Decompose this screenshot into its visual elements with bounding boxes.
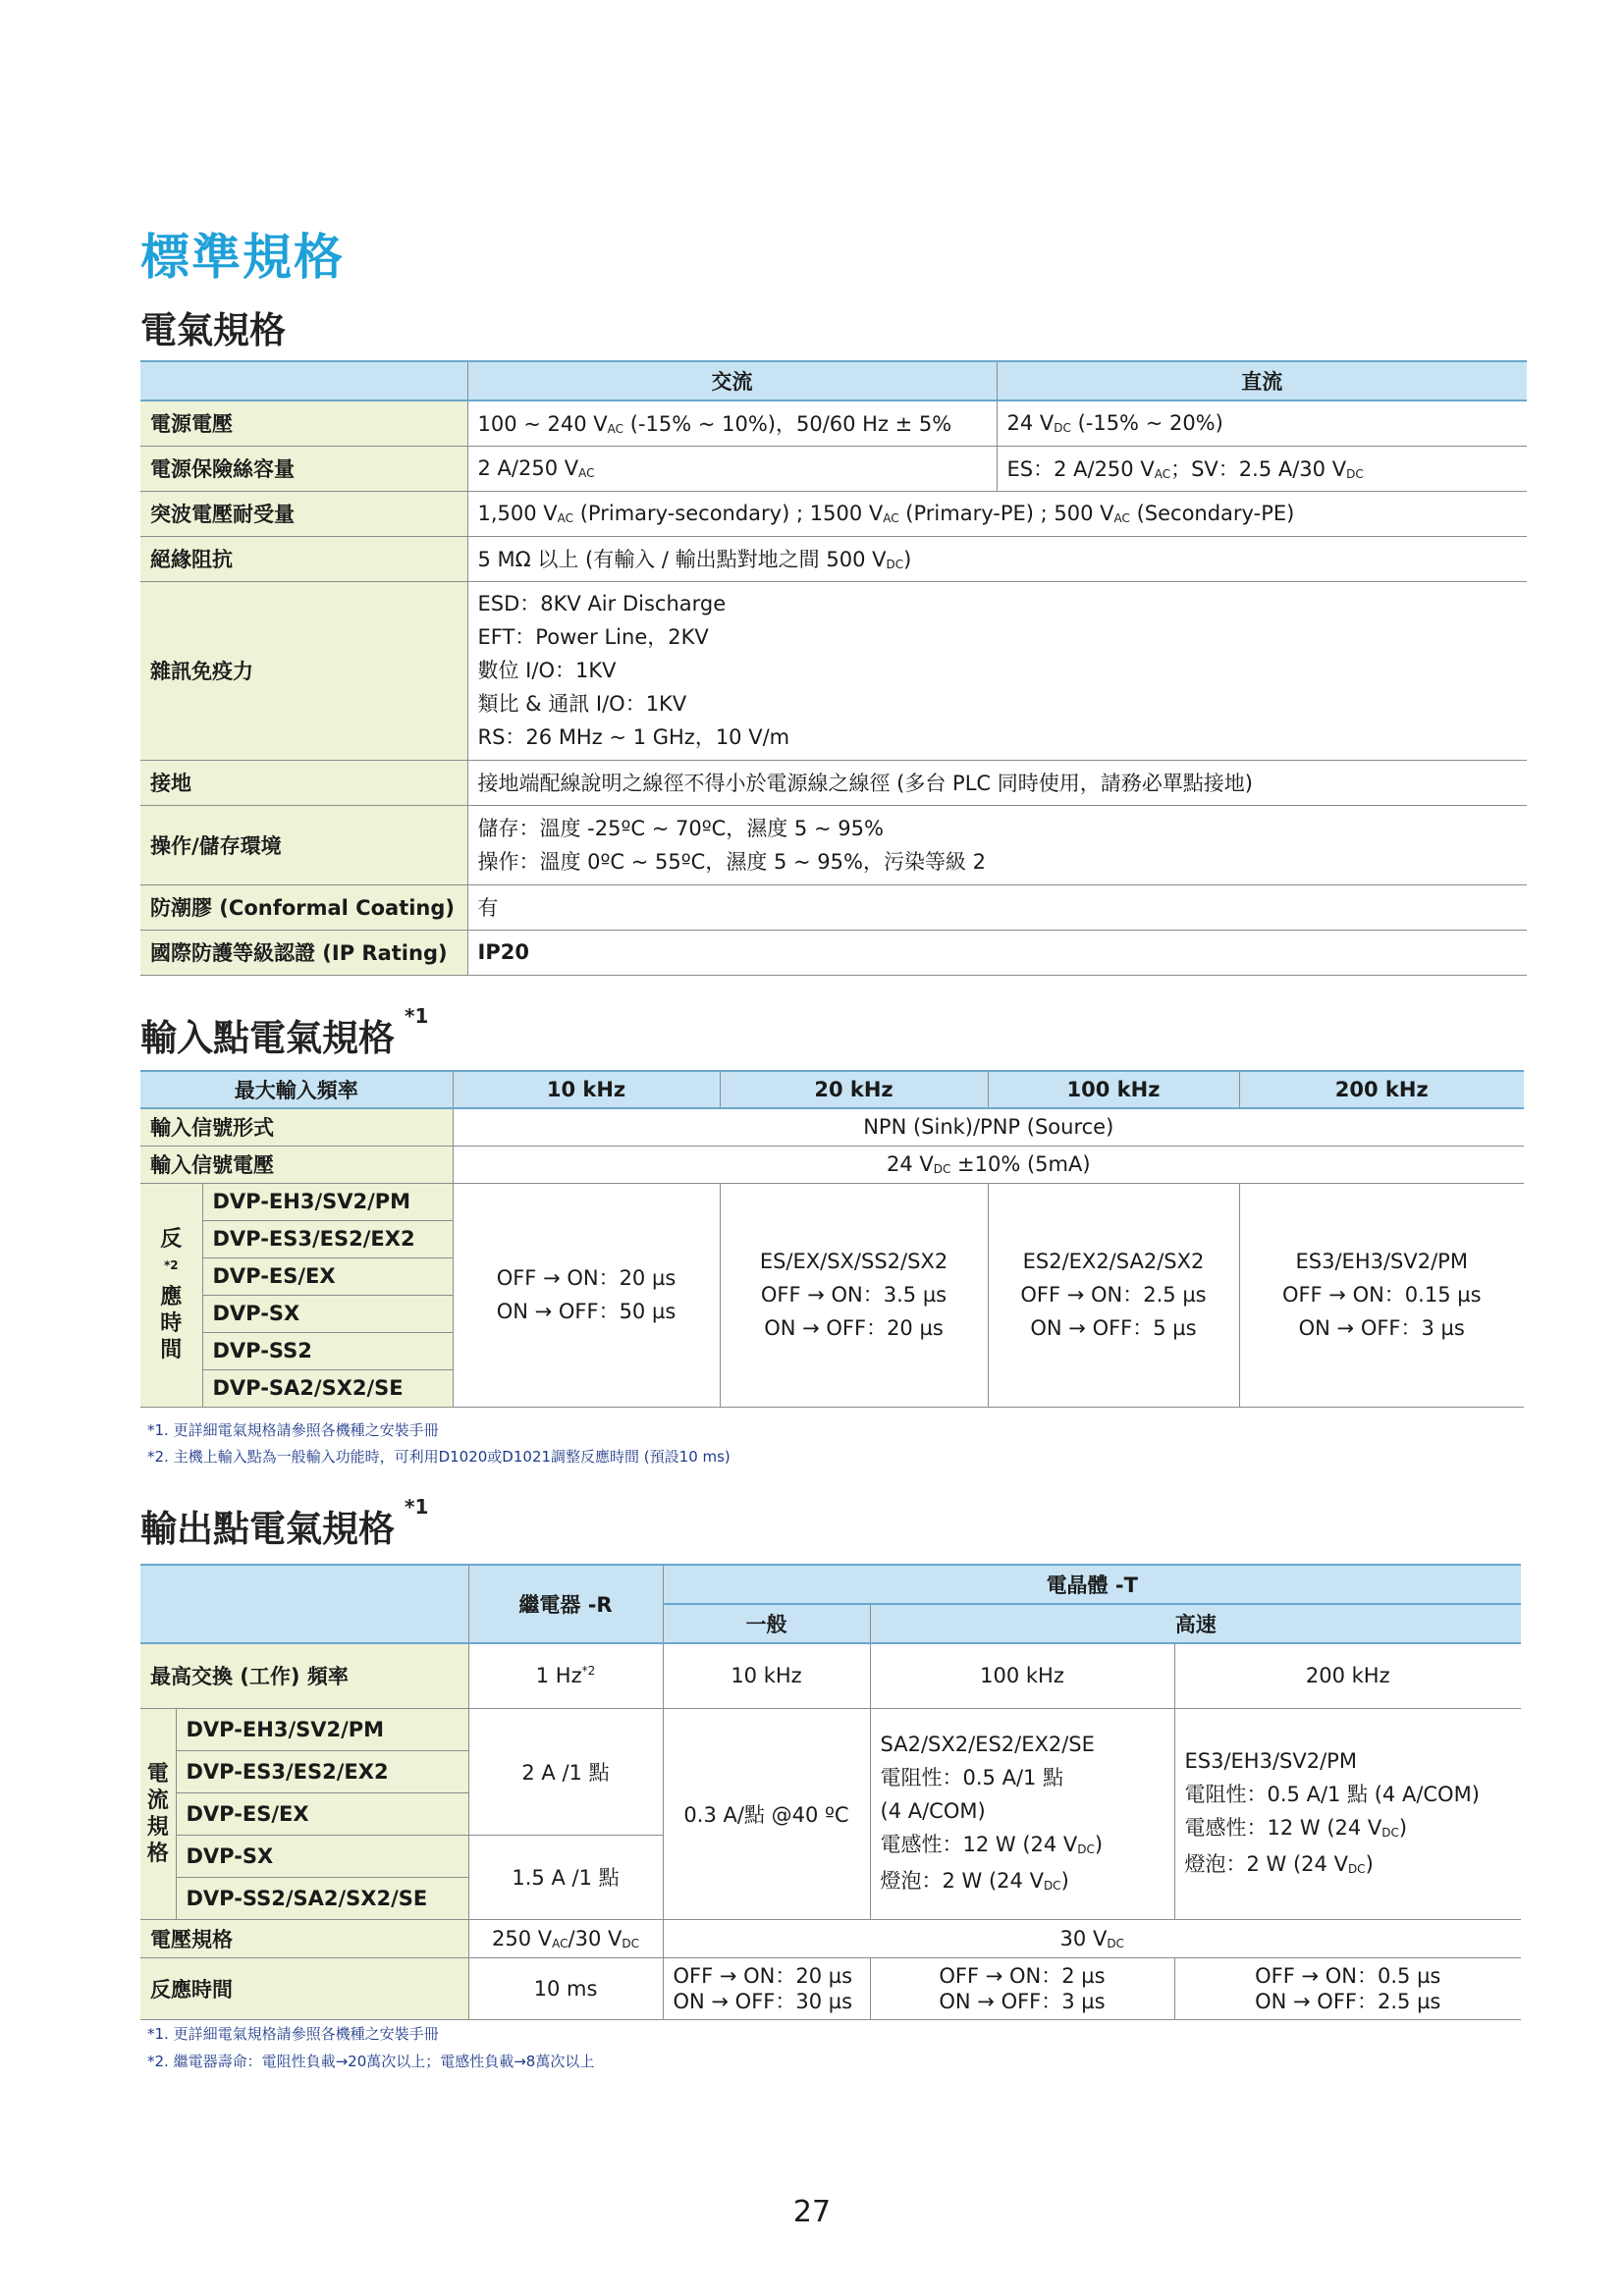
header-dc: 直流 bbox=[997, 361, 1527, 400]
ip-rating-value: IP20 bbox=[467, 930, 1527, 975]
row-label: 雜訊免疫力 bbox=[140, 581, 467, 760]
signal-voltage-label: 輸入信號電壓 bbox=[140, 1146, 453, 1183]
header-freq-10k: 10 kHz bbox=[453, 1071, 720, 1108]
noise-immunity-value: ESD：8KV Air Discharge EFT：Power Line，2KV 數位 I/O：1KV 類比 & 通訊 I/O：1KV RS：26 MHz ~ 1 GHz，10 V/m bbox=[467, 581, 1527, 760]
hs100-current: SA2/SX2/ES2/EX2/SE 電阻性：0.5 A/1 點 (4 A/COM) 電感性：12 W (24 $V_{DC}$) 燈泡：2 W (24 $V_{DC}$) bbox=[870, 1708, 1174, 1919]
resp-100k: ES2/EX2/SA2/SX2 OFF → ON：2.5 µs ON → OFF：5 µs bbox=[988, 1183, 1239, 1407]
input-note-1: *1. 更詳細電氣規格請參照各機種之安裝手冊 bbox=[147, 1421, 439, 1439]
page-number: 27 bbox=[792, 2195, 832, 2229]
output-spec-table bbox=[140, 1564, 1521, 2020]
insulation-value: 5 MΩ 以上 (有輸入 / 輸出點對地之間 500 $V_{DC}$) bbox=[467, 536, 1527, 581]
voltage-transistor: 30 $V_{DC}$ bbox=[663, 1919, 1521, 1957]
row-label: 接地 bbox=[140, 760, 467, 805]
model-label: DVP-ES3/ES2/EX2 bbox=[176, 1750, 468, 1792]
voltage-label: 電壓規格 bbox=[140, 1919, 468, 1957]
model-label: DVP-EH3/SV2/PM bbox=[202, 1183, 453, 1220]
header-transistor: 電晶體 -T bbox=[663, 1565, 1521, 1604]
header-highspeed: 高速 bbox=[870, 1604, 1521, 1643]
relay-current-1: 2 A /1 點 bbox=[468, 1708, 663, 1835]
section-title-input: 輸入點電氣規格$^{*1}$ bbox=[140, 1004, 429, 1059]
resp-20k: ES/EX/SX/SS2/SX2 OFF → ON：3.5 µs ON → OFF：20 µs bbox=[720, 1183, 988, 1407]
model-label: DVP-EH3/SV2/PM bbox=[176, 1708, 468, 1750]
fuse-ac: 2 A/250 $V_{AC}$ bbox=[467, 446, 997, 491]
model-label: DVP-SS2 bbox=[202, 1332, 453, 1369]
row-label: 絕緣阻抗 bbox=[140, 536, 467, 581]
output-note-1: *1. 更詳細電氣規格請參照各機種之安裝手冊 bbox=[147, 2025, 439, 2043]
general-current: 0.3 A/點 @40 ºC bbox=[663, 1708, 870, 1919]
section-title-electrical: 電氣規格 bbox=[140, 309, 286, 351]
hs200-current: ES3/EH3/SV2/PM 電阻性：0.5 A/1 點 (4 A/COM) 電感性：12 W (24 $V_{DC}$) 燈泡：2 W (24 $V_{DC}$) bbox=[1174, 1708, 1521, 1919]
resp-general: OFF → ON：20 µs ON → OFF：30 µs bbox=[663, 1957, 870, 2019]
signal-type-value: NPN (Sink)/PNP (Source) bbox=[453, 1108, 1524, 1146]
header-ac: 交流 bbox=[467, 361, 997, 400]
response-label: 反應時間 bbox=[140, 1957, 468, 2019]
current-spec-label: 電 流 規 格 bbox=[140, 1708, 176, 1919]
freq-general: 10 kHz bbox=[663, 1643, 870, 1708]
header-blank bbox=[140, 1565, 468, 1643]
signal-type-label: 輸入信號形式 bbox=[140, 1108, 453, 1146]
response-time-label: 反 $^{*2}$ 應 時 間 bbox=[140, 1183, 202, 1407]
header-freq-100k: 100 kHz bbox=[988, 1071, 1239, 1108]
freq-relay: 1 Hz$^{*2}$ bbox=[468, 1643, 663, 1708]
row-label: 突波電壓耐受量 bbox=[140, 491, 467, 536]
electrical-spec-table bbox=[140, 360, 1527, 976]
relay-current-2: 1.5 A /1 點 bbox=[468, 1835, 663, 1919]
input-spec-table bbox=[140, 1070, 1524, 1408]
row-label: 國際防護等級認證 (IP Rating) bbox=[140, 930, 467, 975]
model-label: DVP-ES/EX bbox=[176, 1792, 468, 1835]
resp-200k: OFF → ON：0.5 µs ON → OFF：2.5 µs bbox=[1174, 1957, 1521, 2019]
power-voltage-ac: 100 ~ 240 $V_{AC}$ (-15% ~ 10%)，50/60 Hz ± 5% bbox=[467, 400, 997, 446]
resp-relay: 10 ms bbox=[468, 1957, 663, 2019]
row-label: 電源保險絲容量 bbox=[140, 446, 467, 491]
model-label: DVP-ES/EX bbox=[202, 1257, 453, 1295]
model-label: DVP-SX bbox=[202, 1295, 453, 1332]
surge-value: 1,500 $V_{AC}$ (Primary-secondary) ; 1500 $V_{AC}$ (Primary-PE) ; 500 $V_{AC}$ (Secondary-PE) bbox=[467, 491, 1527, 536]
model-label: DVP-SS2/SA2/SX2/SE bbox=[176, 1877, 468, 1919]
resp-200k: ES3/EH3/SV2/PM OFF → ON：0.15 µs ON → OFF：3 µs bbox=[1239, 1183, 1524, 1407]
coating-value: 有 bbox=[467, 884, 1527, 930]
signal-voltage-value: 24 $V_{DC} \pm 10\%$ (5mA) bbox=[453, 1146, 1524, 1183]
header-general: 一般 bbox=[663, 1604, 870, 1643]
max-freq-label: 最高交換 (工作) 頻率 bbox=[140, 1643, 468, 1708]
row-label: 防潮膠 (Conformal Coating) bbox=[140, 884, 467, 930]
resp-100k: OFF → ON：2 µs ON → OFF：3 µs bbox=[870, 1957, 1174, 2019]
header-freq-200k: 200 kHz bbox=[1239, 1071, 1524, 1108]
header-relay: 繼電器 -R bbox=[468, 1565, 663, 1643]
section-title-output: 輸出點電氣規格$^{*1}$ bbox=[140, 1495, 429, 1550]
environment-value: 儲存：溫度 -25ºC ~ 70ºC，濕度 5 ~ 95% 操作：溫度 0ºC ~ 55ºC，濕度 5 ~ 95%，污染等級 2 bbox=[467, 805, 1527, 884]
row-label: 操作/儲存環境 bbox=[140, 805, 467, 884]
row-label: 電源電壓 bbox=[140, 400, 467, 446]
voltage-relay: 250 $V_{AC}/30$ $V_{DC}$ bbox=[468, 1919, 663, 1957]
fuse-dc: ES：2 A/250 $V_{AC}$；SV：2.5 A/30 $V_{DC}$ bbox=[997, 446, 1527, 491]
input-note-2: *2. 主機上輸入點為一般輸入功能時，可利用D1020或D1021調整反應時間 (預設10 ms) bbox=[147, 1448, 731, 1466]
header-max-freq: 最大輸入頻率 bbox=[140, 1071, 453, 1108]
freq-100k: 100 kHz bbox=[870, 1643, 1174, 1708]
model-label: DVP-SX bbox=[176, 1835, 468, 1877]
header-freq-20k: 20 kHz bbox=[720, 1071, 988, 1108]
output-note-2: *2. 繼電器壽命：電阻性負載→20萬次以上；電感性負載→8萬次以上 bbox=[147, 2053, 595, 2070]
power-voltage-dc: 24 $V_{DC}$ (-15% ~ 20%) bbox=[997, 400, 1527, 446]
resp-10k: OFF → ON：20 µs ON → OFF：50 µs bbox=[453, 1183, 720, 1407]
page-title: 標準規格 bbox=[140, 229, 345, 286]
header-blank bbox=[140, 361, 467, 400]
model-label: DVP-SA2/SX2/SE bbox=[202, 1369, 453, 1407]
freq-200k: 200 kHz bbox=[1174, 1643, 1521, 1708]
grounding-value: 接地端配線說明之線徑不得小於電源線之線徑 (多台 PLC 同時使用，請務必單點接地) bbox=[467, 760, 1527, 805]
model-label: DVP-ES3/ES2/EX2 bbox=[202, 1220, 453, 1257]
